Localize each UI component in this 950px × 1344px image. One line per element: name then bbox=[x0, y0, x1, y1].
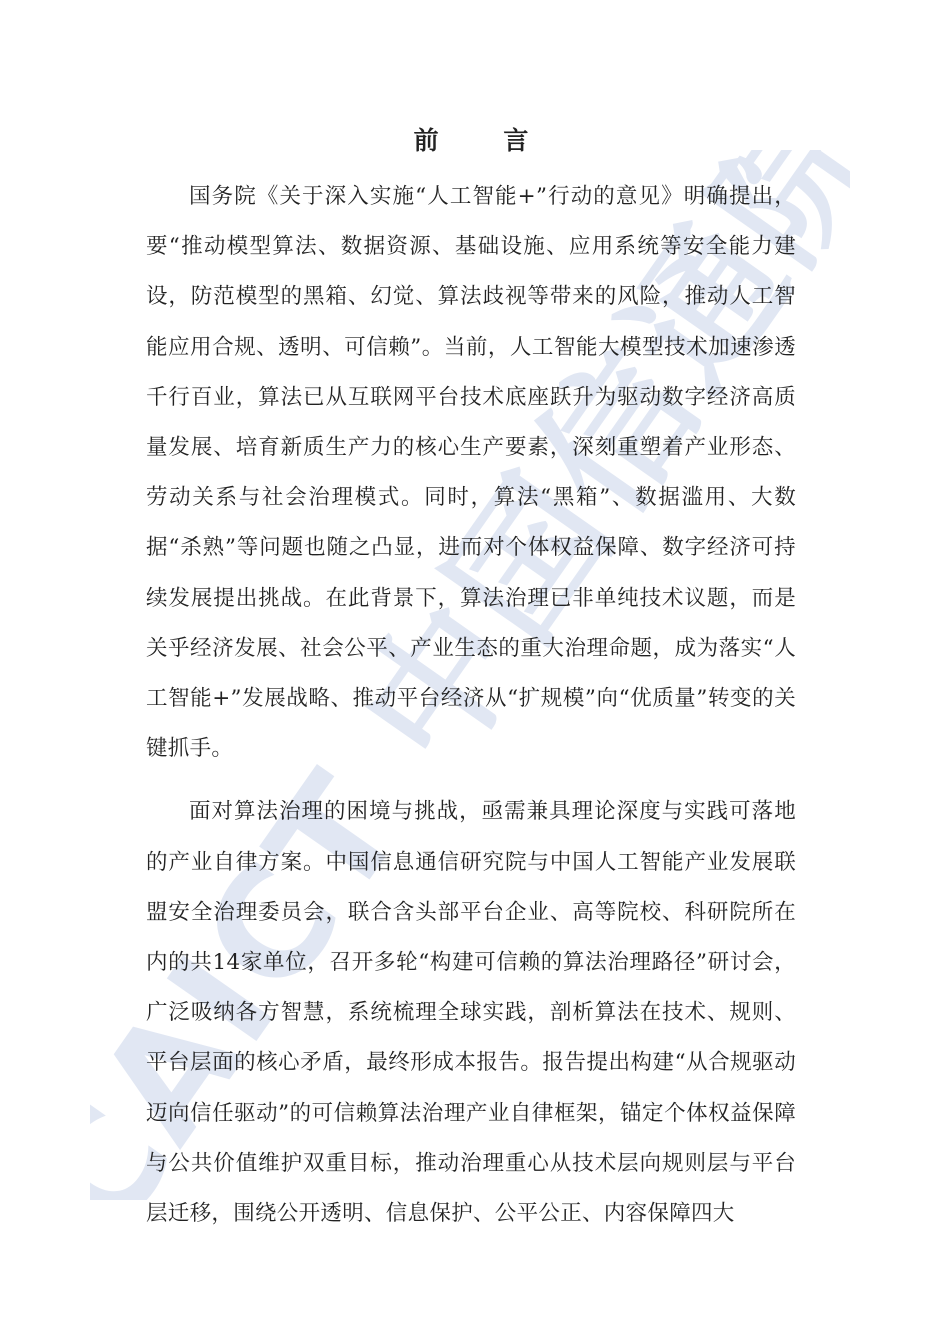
page-title: 前 言 bbox=[413, 126, 557, 155]
paragraph-1: 国务院《关于深入实施“人工智能+”行动的意见》明确提出，要“推动模型算法、数据资源、基础设施、应用系统等安全能力建设，防范模型的黑箱、幻觉、算法歧视等带来的风险，推动人工智能应用合规、透明、可信赖”。当前，人工智能大模型技术加速渗透千行百业，算法已从互联网平台技术底座跃升为驱动数字经济高质量发展、培育新质生产力的核心生产要素，深刻重塑着产业形态、劳动关系与社会治理模式。同时，算法“黑箱”、数据滥用、大数据“杀熟”等问题也随之凸显，进而对个体权益保障、数字经济可持续发展提出挑战。在此背景下，算法治理已非单纯技术议题，而是关乎经济发展、社会公平、产业生态的重大治理命题，成为落实“人工智能+”发展战略、推动平台经济从“扩规模”向“优质量”转变的关键抓手。 bbox=[146, 184, 796, 762]
svg-text:CAICT 中国信通院: CAICT 中国信通院 bbox=[90, 150, 850, 1200]
paragraph-2: 面对算法治理的困境与挑战，亟需兼具理论深度与实践可落地的产业自律方案。中国信息通信研究院与中国人工智能产业发展联盟安全治理委员会，联合含头部平台企业、高等院校、科研院所在内的共14家单位，召开多轮“构建可信赖的算法治理路径”研讨会，广泛吸纳各方智慧，系统梳理全球实践，剖析算法在技术、规则、平台层面的核心矛盾，最终形成本报告。报告提出构建“从合规驱动迈向信任驱动”的可信赖算法治理产业自律框架，锚定个体权益保障与公共价值维护双重目标，推动治理重心从技术层向规则层与平台层迁移，围绕公开透明、信息保护、公平公正、内容保障四大 bbox=[146, 799, 796, 1227]
document-body bbox=[146, 120, 796, 1239]
